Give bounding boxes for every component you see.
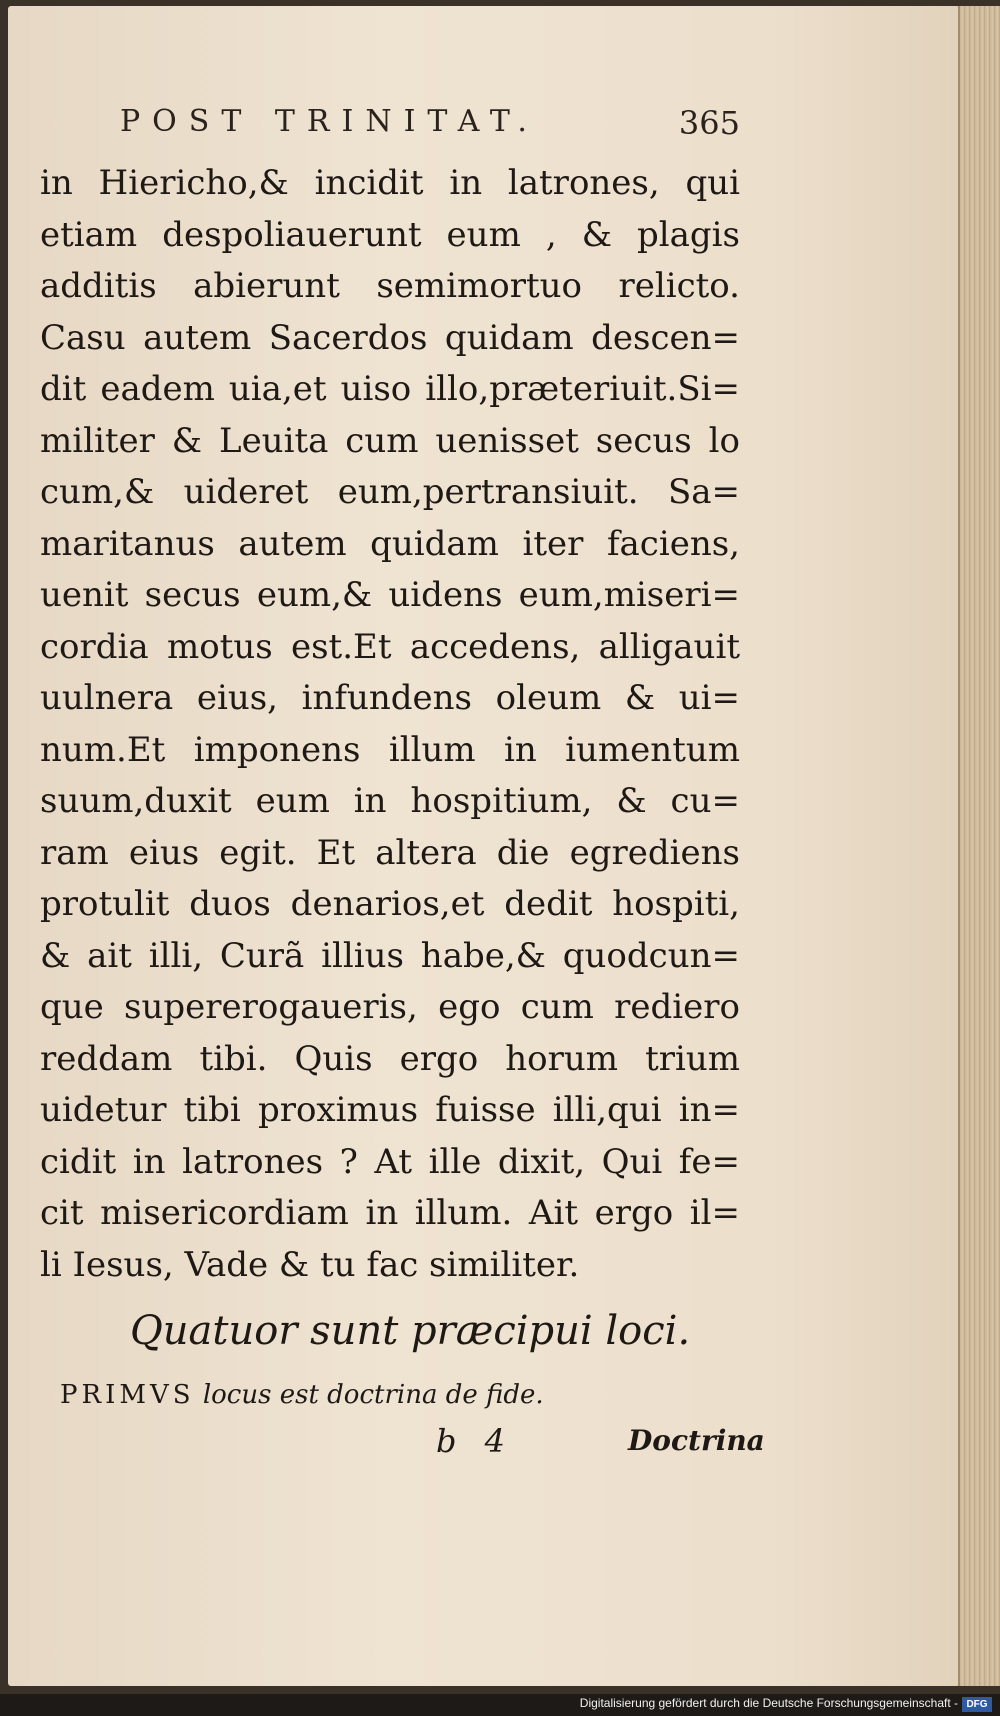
signature-mark: b 4 <box>436 1422 506 1460</box>
text-line: li Iesus, Vade & tu fac similiter. <box>40 1244 580 1285</box>
text-line: num.Et imponens illum in iumentum <box>40 729 740 770</box>
text-line: dit eadem uia,et uiso illo,præteriuit.Si= <box>40 369 740 409</box>
dfg-logo: DFG <box>962 1697 992 1712</box>
running-title: POST TRINITAT. <box>120 104 539 139</box>
primus-text: locus est doctrina de fide. <box>202 1380 544 1410</box>
text-line: uenit secus eum,& uidens eum,miseri= <box>40 575 740 615</box>
text-line: militer & Leuita cum uenisset secus lo <box>40 420 740 461</box>
text-line: & ait illi, Curã illius habe,& quodcun= <box>40 935 740 976</box>
text-line: reddam tibi. Quis ergo horum trium <box>40 1038 740 1079</box>
text-line: maritanus autem quidam iter faciens, <box>40 523 740 564</box>
primus-line <box>60 1380 544 1410</box>
text-line: uidetur tibi proximus fuisse illi,qui in= <box>40 1090 740 1130</box>
page-number: 365 <box>678 104 740 142</box>
primus-caps: PRIMVS <box>60 1380 195 1410</box>
section-heading: Quatuor sunt præcipui loci. <box>130 1308 691 1354</box>
text-line: cum,& uideret eum,pertransiuit. Sa= <box>40 472 740 512</box>
text-line: suum,duxit eum in hospitium, & cu= <box>40 781 740 821</box>
text-line: additis abierunt semimortuo relicto. <box>40 266 740 306</box>
text-line: uulnera eius, infundens oleum & ui= <box>40 678 740 718</box>
footer-credit: Digitalisierung gefördert durch die Deutsche Forschungsgemeinschaft - <box>579 1696 958 1710</box>
text-line: in Hiericho,& incidit in latrones, qui <box>40 163 740 203</box>
page-edge <box>958 6 1000 1686</box>
running-head <box>120 104 740 144</box>
catchword: Doctrina <box>628 1424 765 1457</box>
text-line: cidit in latrones ? At ille dixit, Qui fe= <box>40 1141 740 1182</box>
text-line: cit misericordiam in illum. Ait ergo il= <box>40 1193 740 1233</box>
text-line: que supererogaueris, ego cum rediero <box>40 987 740 1027</box>
text-line: ram eius egit. Et altera die egrediens <box>40 832 740 873</box>
text-line: protulit duos denarios,et dedit hospiti, <box>40 884 740 924</box>
text-line: Casu autem Sacerdos quidam descen= <box>40 317 740 358</box>
text-line: cordia motus est.Et accedens, alligauit <box>40 626 740 667</box>
body-text <box>40 158 740 1291</box>
text-line: etiam despoliauerunt eum , & plagis <box>40 214 740 255</box>
